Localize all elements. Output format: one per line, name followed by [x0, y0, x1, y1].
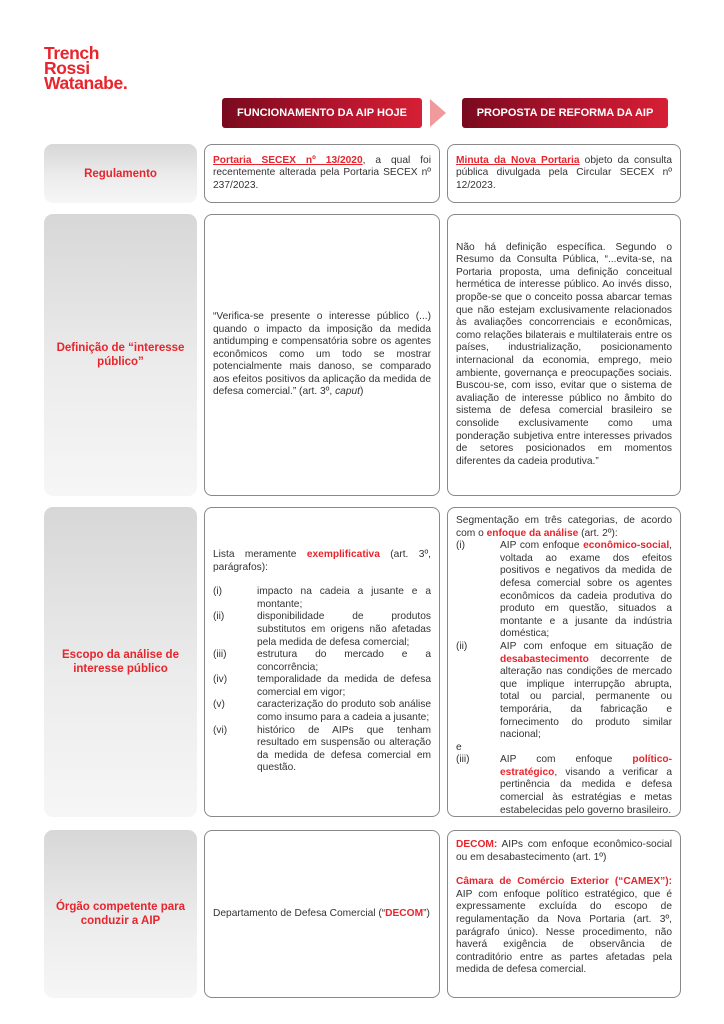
- list-item: [213, 649, 431, 674]
- logo-line-1: Trench: [44, 43, 99, 63]
- list-item: [213, 699, 431, 724]
- logo-line-3: Watanabe.: [44, 73, 128, 93]
- list-item-number: (iii): [213, 649, 227, 661]
- list-item-number: (vi): [213, 724, 228, 736]
- list-item-text: estrutura do mercado e a concorrência;: [257, 649, 431, 673]
- row-label-regulamento: Regulamento: [44, 144, 197, 203]
- list-item: [213, 674, 431, 699]
- header-proposed-reform: PROPOSTA DE REFORMA DA AIP: [462, 98, 668, 128]
- list-item: (ii) AIP com enfoque em situação de desabastecimento decorrente de alteração nas condições de mercado que implique interrupção abrupta, total ou parcial, permanente ou temporária, da fabricação e fornecimento do produto similar nacional;: [456, 640, 672, 741]
- list-item-text: disponibilidade de produtos substitutos em origens não afetadas pela medida de defesa comercial;: [257, 611, 431, 648]
- logo-line-2: Rossi: [44, 58, 90, 78]
- row-label-orgao: Órgão competente para conduzir a AIP: [44, 830, 197, 998]
- escopo-current-list: [213, 586, 431, 775]
- orgao-current: Departamento de Defesa Comercial (“DECOM”): [204, 830, 440, 998]
- header-current-aip: FUNCIONAMENTO DA AIP HOJE: [222, 98, 422, 128]
- orgao-proposed: DECOM: AIPs com enfoque econômico-social ou em desabastecimento (art. 1º) Câmara de Comércio Exterior (“CAMEX”): AIP com enfoque político estratégico, que é expressamente excluída do escopo de regulamentação da Nova Portaria (art. 3º, parágrafo único). Nesse procedimento, não haverá exigência de observância de contraditório entre as partes afetadas pela medida de defesa comercial.: [447, 830, 681, 998]
- list-item: [213, 611, 431, 649]
- list-item: [213, 586, 431, 611]
- definicao-current: “Verifica-se presente o interesse público (...) quando o impacto da imposição da medida antidumping e compensatória sobre os agentes econômicos como um todo se mostrar potencialmente mais danoso, se comparado aos efeitos positivos da aplicação da medida de defesa comercial.” (art. 3º, caput): [204, 214, 440, 496]
- regulamento-proposed: Minuta da Nova Portaria objeto da consulta pública divulgada pela Circular SECEX nº 12/2023.: [447, 144, 681, 203]
- escopo-current: Lista meramente exemplificativa (art. 3º, parágrafos): (i) impacto na cadeia a jusante e a montante; (ii) disponibilidade de produtos substitutos em origens não afetadas pela medida de defesa comercial; (iii) estrutura do mercado e a concorrência; (iv) temporalidade da medida de defesa comercial em vigor; (v) caracterização do produto sob análise como insumo para a cadeia a jusante; (vi) histórico de AIPs que tenham resultado em suspensão ou alteração da medida de defesa comercial em questão.: [204, 507, 440, 817]
- list-item-text: histórico de AIPs que tenham resultado em suspensão ou alteração da medida de defesa comercial em questão.: [257, 724, 431, 774]
- regulamento-current: Portaria SECEX nº 13/2020, a qual foi recentemente alterada pela Portaria SECEX nº 237/2023.: [204, 144, 440, 203]
- definicao-proposed: Não há definição específica. Segundo o Resumo da Consulta Pública, “...evita-se, na Portaria proposta, uma definição conceitual hermética de interesse público. Ao invés disso, propõe-se que o conceito possa abarcar temas que não estejam exclusivamente relacionados às avaliações concorrenciais e econômicas, como relações bilaterais e multilaterais entre os países, industrialização, posicionamento internacional da economia, emprego, meio ambiente, governança e preocupações sociais. Buscou-se, com isso, evitar que o sistema de avaliação de interesse público no âmbito do sistema de defesa comercial brasileiro se consolide exclusivamente como uma ponderação subjetiva entre interesses privados de setores posicionados em momentos diferentes da cadeia produtiva.”: [447, 214, 681, 496]
- list-item: (i) AIP com enfoque econômico-social, voltada ao exame dos efeitos positivos e negativos da medida de defesa comercial sobre os agentes econômicos da cadeia produtiva do produto em questão, situados a montante e a jusante da indústria doméstica;: [456, 540, 672, 640]
- arrow-right-icon: [430, 99, 446, 127]
- list-item-text: caracterização do produto sob análise como insumo para a cadeia a jusante;: [257, 699, 431, 724]
- list-item-number: (iv): [213, 674, 228, 686]
- list-item-text: temporalidade da medida de defesa comercial em vigor;: [257, 674, 431, 698]
- list-item: [213, 725, 431, 775]
- list-item: (iii) AIP com enfoque político-estratégico, visando a verificar a pertinência da medida e defesa comercial às estratégias e metas estabelecidas pelo governo brasileiro.: [456, 754, 672, 816]
- company-logo: [44, 43, 128, 93]
- list-item-number: (v): [213, 699, 225, 711]
- list-item-number: (ii): [213, 611, 225, 623]
- row-label-escopo: Escopo da análise de interesse público: [44, 507, 197, 817]
- list-connector: e: [456, 741, 462, 753]
- list-item-number: (i): [213, 586, 223, 598]
- list-item-text: impacto na cadeia a jusante e a montante;: [257, 586, 431, 610]
- escopo-proposed: Segmentação em três categorias, de acordo com o enfoque da análise (art. 2º): (i) AIP com enfoque econômico-social, voltada ao exame dos efeitos positivos e negativos da medida de defesa comercial sobre os agentes econômicos da cadeia produtiva do produto em questão, situados a montante e a jusante da indústria doméstica; (ii) AIP com enfoque em situação de desabastecimento decorrente de alteração nas condições de mercado que implique interrupção abrupta, total ou parcial, permanente ou temporária, da fabricação e fornecimento do produto similar nacional; e (iii) AIP com enfoque político-estratégico, visando a verificar a pertinência da medida e defesa comercial às estratégias e metas estabelecidas pelo governo brasileiro.: [447, 507, 681, 817]
- row-label-definicao: Definição de “interesse público”: [44, 214, 197, 496]
